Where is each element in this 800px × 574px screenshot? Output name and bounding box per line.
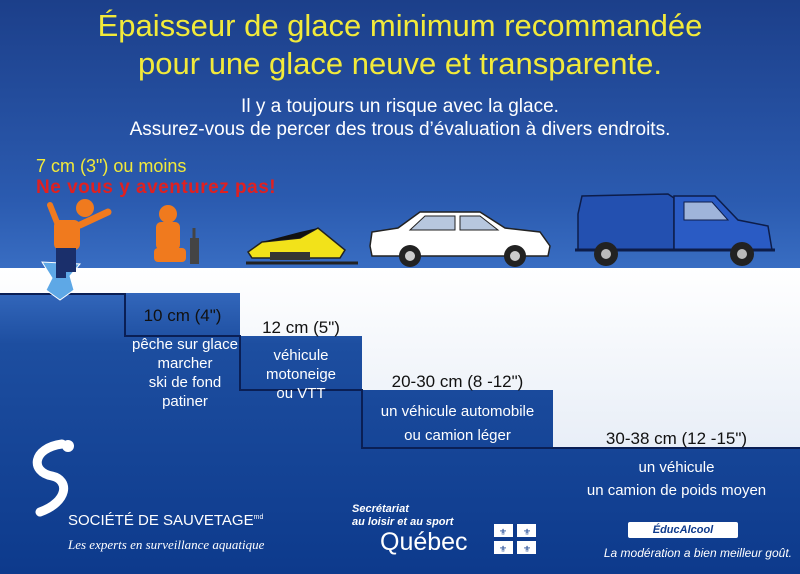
title-line-1: Épaisseur de glace minimum recommandée (97, 8, 703, 43)
quebec-flag-icon (494, 524, 536, 554)
car-icon (370, 212, 550, 267)
svg-text:⚜: ⚜ (498, 545, 508, 554)
level-2-activities (240, 346, 362, 403)
activity: un camion de poids moyen (586, 482, 767, 499)
falling-person-icon (50, 199, 108, 278)
activity: ou camion léger (404, 427, 511, 444)
secretariat-line-2: au loisir et au sport (352, 516, 454, 528)
secretariat-line-1: Secrétariat (352, 503, 409, 515)
ice-fisher-icon (154, 205, 199, 264)
activity: pêche sur glace (132, 336, 238, 353)
level-3-thickness: 20-30 cm (8 -12") (391, 372, 524, 391)
activity: véhicule (273, 347, 329, 364)
activity: patiner (162, 393, 208, 410)
pickup-truck-icon (575, 194, 775, 266)
level-1-thickness: 10 cm (4") (143, 306, 222, 325)
secretariat-label (352, 503, 453, 529)
society-mark: md (253, 514, 264, 521)
activity: motoneige (265, 366, 337, 383)
warning-thickness: 7 cm (3") ou moins (36, 156, 187, 176)
quebec-wordmark: Québec (380, 528, 468, 556)
lifesaving-society-logo-icon (22, 438, 82, 520)
activity: ou VTT (276, 385, 326, 402)
warning-message: Ne vous y aventurez pas! (36, 177, 277, 198)
svg-text:⚜: ⚜ (498, 528, 508, 538)
society-name (68, 512, 263, 529)
society-tagline: Les experts en surveillance aquatique (68, 537, 265, 552)
subtitle-line-2: Assurez-vous de percer des trous d’évaluation à divers endroits. (129, 119, 671, 140)
activity: un véhicule automobile (380, 403, 535, 420)
svg-text:⚜: ⚜ (522, 545, 532, 554)
activity: ski de fond (148, 374, 222, 391)
activity: un véhicule (638, 459, 715, 476)
level-3-activities (350, 400, 565, 448)
title-line-2: pour une glace neuve et transparente. (138, 46, 662, 81)
activity: marcher (157, 355, 213, 372)
subtitle-line-1: Il y a toujours un risque avec la glace. (241, 96, 559, 117)
educalcool-tagline: La modération a bien meilleur goût. (603, 546, 792, 560)
educalcool-logo: ÉducAlcool (628, 522, 738, 538)
society-name-text: SOCIÉTÉ DE SAUVETAGE (68, 512, 254, 529)
level-4-thickness: 30-38 cm (12 -15") (605, 429, 748, 448)
snowmobile-icon (246, 228, 358, 263)
level-2-thickness: 12 cm (5") (262, 318, 340, 337)
svg-text:⚜: ⚜ (522, 528, 532, 538)
level-4-activities (553, 456, 800, 502)
